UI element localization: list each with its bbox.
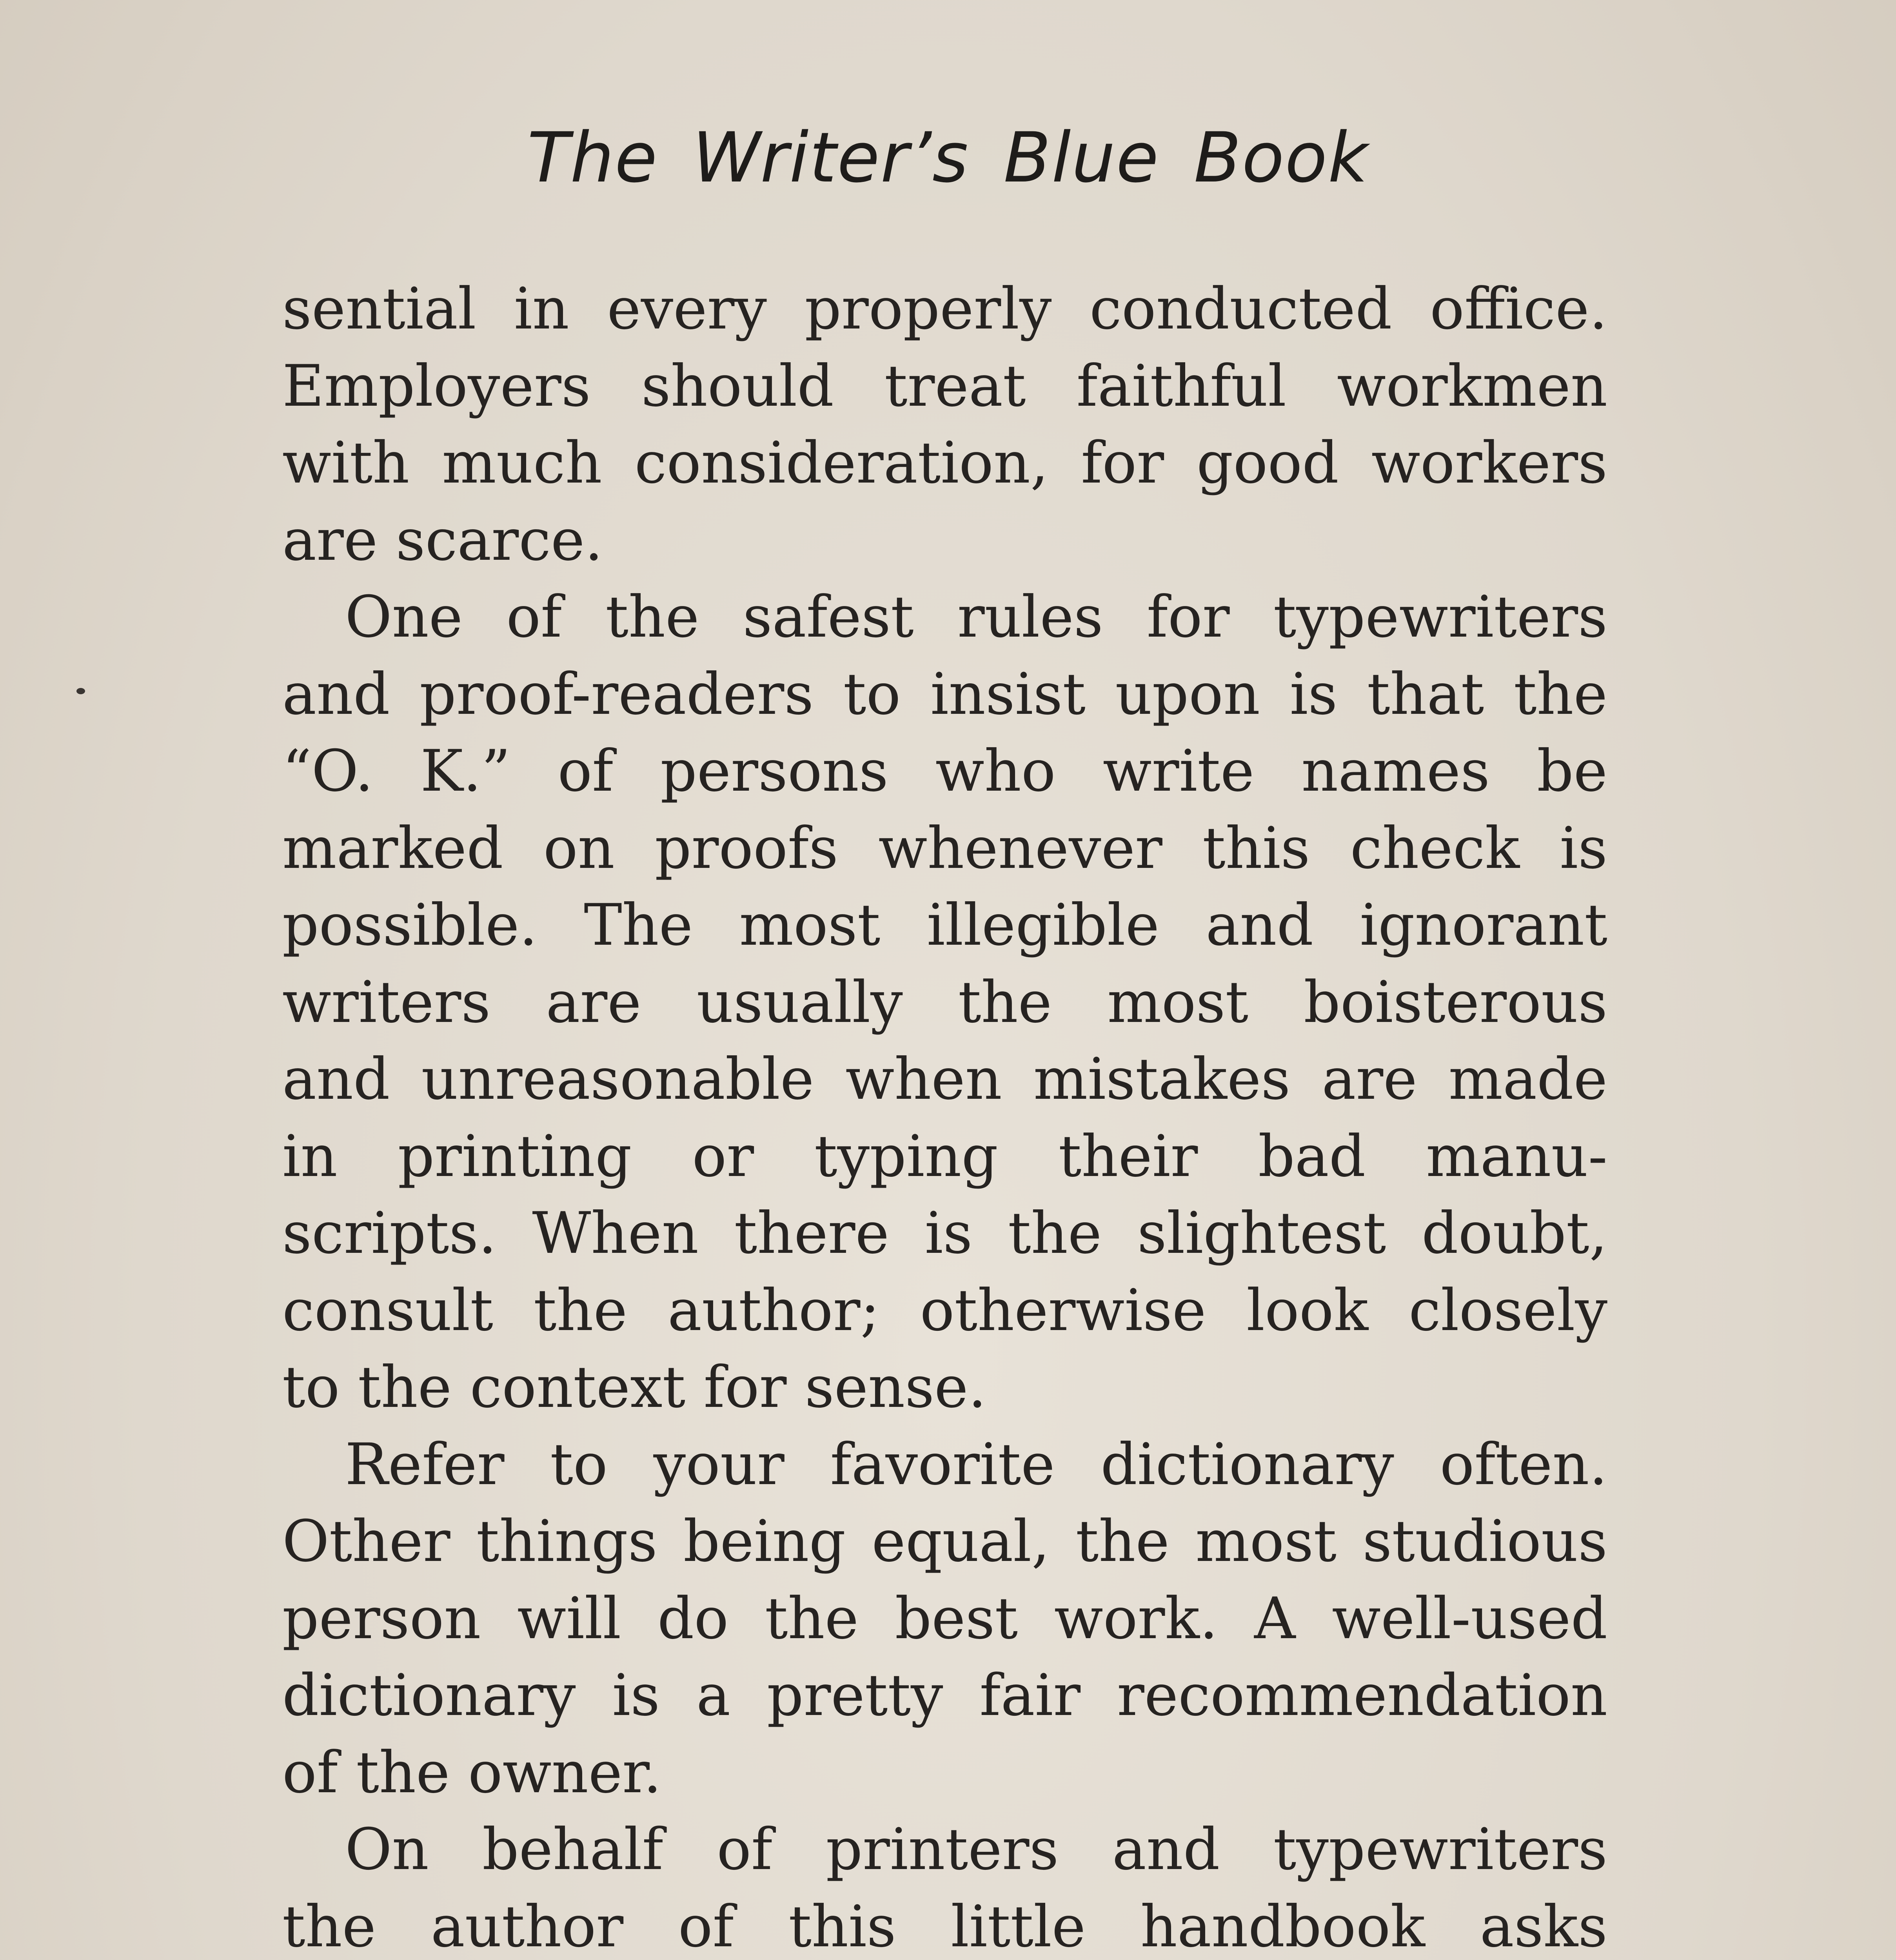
text-line: possible. The most illegible and ignorant [282, 892, 1607, 958]
text-line: writers are usually the most boisterous [282, 969, 1607, 1036]
body-text [282, 270, 1607, 1960]
text-line: “O. K.” of persons who write names be [282, 738, 1607, 804]
text-line: sential in every properly conducted office. [282, 276, 1607, 342]
text-line: Employers should treat faithful workmen [282, 352, 1607, 419]
text-line: of the owner. [282, 1739, 662, 1806]
text-line: dictionary is a pretty fair recommendation [282, 1662, 1607, 1729]
text-line: On behalf of printers and typewriters [345, 1816, 1607, 1883]
text-line: in printing or typing their bad manu- [282, 1123, 1607, 1190]
text-line: and proof-readers to insist upon is that the [282, 661, 1607, 728]
text-line: scripts. When there is the slightest doubt, [282, 1200, 1607, 1267]
text-line: to the context for sense. [282, 1354, 986, 1421]
text-line: consult the author; otherwise look closely [282, 1277, 1607, 1344]
text-line: One of the safest rules for typewriters [345, 584, 1607, 650]
paper-speck [76, 688, 85, 694]
text-line: are scarce. [282, 506, 603, 573]
text-line: person will do the best work. A well-used [282, 1585, 1607, 1652]
text-line: Refer to your favorite dictionary often. [345, 1431, 1607, 1498]
text-line: and unreasonable when mistakes are made [282, 1046, 1607, 1112]
text-line: with much consideration, for good workers [282, 430, 1607, 496]
text-line: Other things being equal, the most studious [282, 1508, 1607, 1575]
text-line: the author of this little handbook asks [282, 1893, 1607, 1960]
running-title: The Writer’s Blue Book [527, 118, 1369, 198]
text-line: marked on proofs whenever this check is [282, 815, 1607, 882]
